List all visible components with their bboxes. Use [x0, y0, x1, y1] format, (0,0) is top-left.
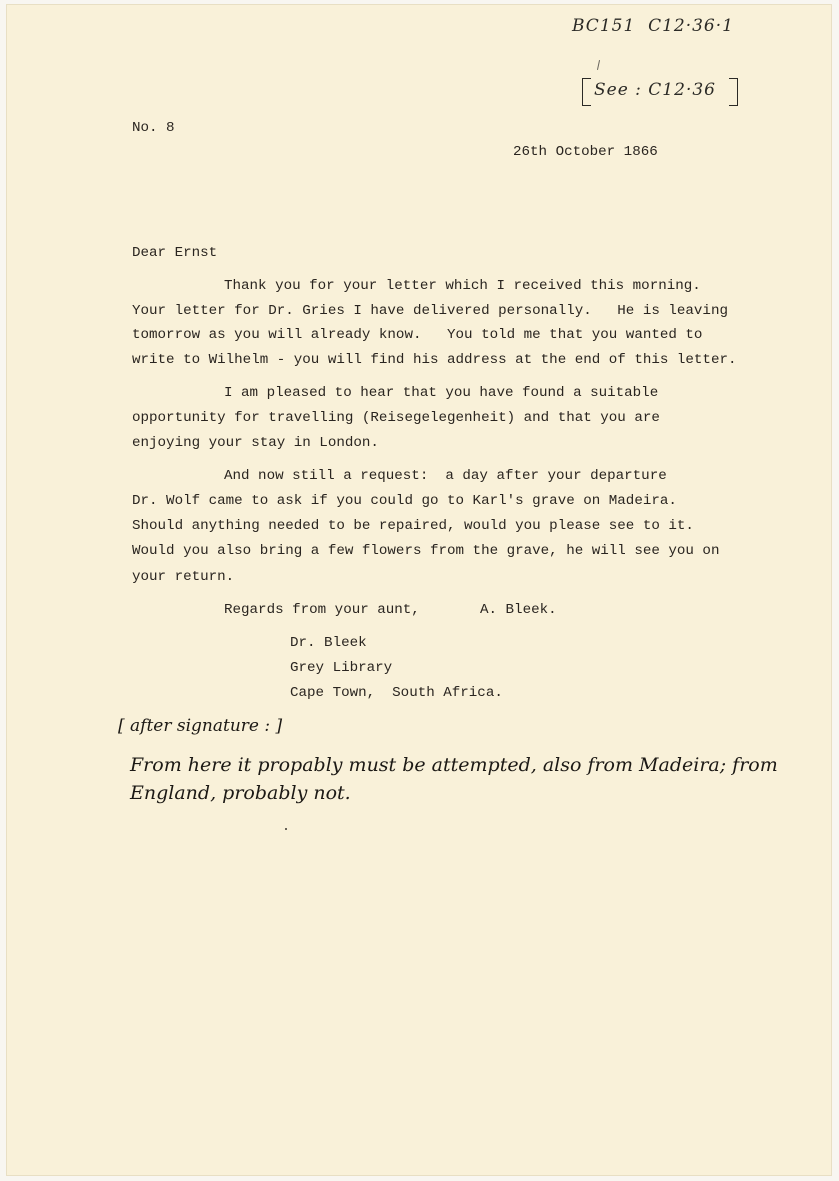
paragraph-line: Your letter for Dr. Gries I have delivered personally. He is leaving	[132, 303, 728, 319]
paragraph-line: your return.	[132, 569, 235, 585]
handwritten-note-line: From here it propably must be attempted, also from Madeira; from	[130, 754, 778, 776]
letter-date: 26th October 1866	[513, 144, 658, 160]
paragraph-line: And now still a request: a day after your departure	[224, 468, 667, 484]
letter-page	[6, 4, 832, 1176]
pencil-mark	[597, 60, 600, 70]
handwritten-note-label: [ after signature : ]	[118, 716, 283, 736]
paragraph-line: tomorrow as you will already know. You told me that you wanted to	[132, 327, 703, 343]
address-line: Dr. Bleek	[290, 635, 367, 651]
paragraph-line: I am pleased to hear that you have found a suitable	[224, 385, 659, 401]
signature: A. Bleek.	[480, 602, 557, 618]
paragraph-line: Dr. Wolf came to ask if you could go to Karl's grave on Madeira.	[132, 493, 677, 509]
archive-reference: BC151 C12·36·1	[572, 16, 734, 36]
salutation: Dear Ernst	[132, 245, 218, 261]
paragraph-line: enjoying your stay in London.	[132, 435, 379, 451]
closing: Regards from your aunt,	[224, 602, 420, 618]
see-reference: See : C12·36	[594, 80, 716, 100]
paragraph-line: opportunity for travelling (Reisegelegenheit) and that you are	[132, 410, 660, 426]
handwritten-note-line: England, probably not.	[130, 782, 351, 804]
paragraph-line: Should anything needed to be repaired, would you please see to it.	[132, 518, 694, 534]
address-line: Cape Town, South Africa.	[290, 685, 503, 701]
paragraph-line: write to Wilhelm - you will find his address at the end of this letter.	[132, 352, 737, 368]
paragraph-line: Would you also bring a few flowers from the grave, he will see you on	[132, 543, 720, 559]
address-line: Grey Library	[290, 660, 393, 676]
letter-number: No. 8	[132, 120, 175, 136]
ink-dot	[285, 828, 287, 830]
paragraph-line: Thank you for your letter which I received this morning.	[224, 278, 701, 294]
